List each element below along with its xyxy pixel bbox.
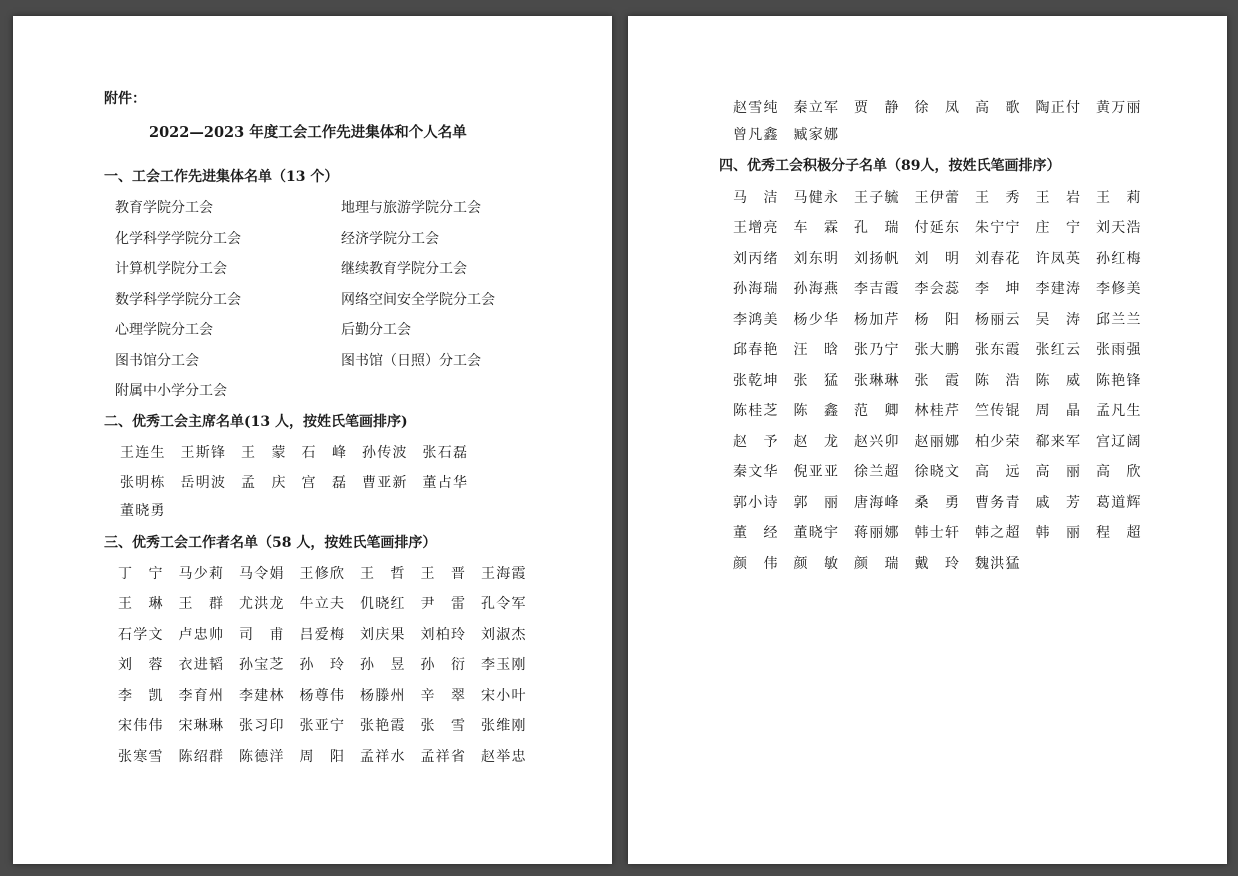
person-name: 李鸿美 [733, 312, 778, 328]
person-name: 刘春花 [975, 251, 1020, 267]
person-name: 郭 丽 [793, 495, 838, 511]
person-name: 程 超 [1096, 525, 1141, 541]
person-name: 宋小叶 [481, 688, 526, 704]
name-row [733, 250, 1157, 268]
person-name: 王 岩 [1035, 190, 1080, 206]
person-name: 张红云 [1035, 342, 1080, 358]
person-name: 王 莉 [1096, 190, 1141, 206]
person-name: 臧家娜 [793, 127, 838, 143]
person-name: 石学文 [118, 627, 163, 643]
person-name: 马少莉 [178, 566, 223, 582]
person-name: 柏少荣 [975, 434, 1020, 450]
person-name: 杨尊伟 [299, 688, 344, 704]
unit-item: 化学科学学院分工会 [115, 231, 241, 247]
person-name: 辛 翠 [420, 688, 465, 704]
person-name: 颜 伟 [733, 556, 778, 572]
person-name: 马 洁 [733, 190, 778, 206]
person-name: 朱宁宁 [975, 220, 1020, 236]
person-name: 孟 庆 [241, 475, 286, 491]
person-name: 王连生 [120, 445, 165, 461]
name-row [118, 748, 542, 766]
name-row [733, 524, 1157, 542]
name-row [733, 555, 1036, 573]
person-name: 张雨强 [1096, 342, 1141, 358]
person-name: 陈 浩 [975, 373, 1020, 389]
unit-item: 地理与旅游学院分工会 [341, 200, 481, 216]
person-name: 吕爱梅 [299, 627, 344, 643]
person-name: 陈桂芝 [733, 403, 778, 419]
person-name: 桑 勇 [914, 495, 959, 511]
person-name: 王海霞 [481, 566, 526, 582]
unit-item: 图书馆（日照）分工会 [341, 353, 481, 369]
person-name: 牛立夫 [299, 596, 344, 612]
person-name: 孙 玲 [299, 657, 344, 673]
person-name: 邱春艳 [733, 342, 778, 358]
person-name: 司 甫 [239, 627, 284, 643]
person-name: 孙红梅 [1096, 251, 1141, 267]
person-name: 周 阳 [299, 749, 344, 765]
person-name: 曹亚新 [362, 475, 407, 491]
person-name: 刘扬帆 [854, 251, 899, 267]
name-row [733, 311, 1157, 329]
person-name: 李 坤 [975, 281, 1020, 297]
person-name: 李 凯 [118, 688, 163, 704]
name-row [733, 280, 1157, 298]
person-name: 付延东 [914, 220, 959, 236]
person-name: 赵兴卯 [854, 434, 899, 450]
person-name: 曹务青 [975, 495, 1020, 511]
person-name: 林桂芹 [914, 403, 959, 419]
unit-item: 经济学院分工会 [341, 231, 439, 247]
person-name: 张 雪 [420, 718, 465, 734]
person-name: 石 峰 [301, 445, 346, 461]
person-name: 陈 威 [1035, 373, 1080, 389]
person-name: 李建涛 [1035, 281, 1080, 297]
person-name: 张大鹏 [914, 342, 959, 358]
person-name: 赵丽娜 [914, 434, 959, 450]
unit-item: 后勤分工会 [341, 322, 411, 338]
person-name: 王 秀 [975, 190, 1020, 206]
person-name: 秦文华 [733, 464, 778, 480]
person-name: 张 霞 [914, 373, 959, 389]
name-row [733, 463, 1157, 481]
person-name: 王 蒙 [241, 445, 286, 461]
unit-item: 心理学院分工会 [115, 322, 213, 338]
person-name: 戴 玲 [914, 556, 959, 572]
person-name: 李玉刚 [481, 657, 526, 673]
name-row [733, 433, 1157, 451]
person-name: 戚 芳 [1035, 495, 1080, 511]
section-2-heading: 二、优秀工会主席名单(13 人，按姓氏笔画排序) [104, 414, 408, 430]
person-name: 宫辽阔 [1096, 434, 1141, 450]
person-name: 徐兰超 [854, 464, 899, 480]
person-name: 高 欣 [1096, 464, 1141, 480]
person-name: 李吉霞 [854, 281, 899, 297]
person-name: 张寒雪 [118, 749, 163, 765]
person-name: 刘庆果 [360, 627, 405, 643]
person-name: 宫 磊 [301, 475, 346, 491]
person-name: 孟祥水 [360, 749, 405, 765]
person-name: 曾凡鑫 [733, 127, 778, 143]
person-name: 秦立军 [793, 100, 838, 116]
person-name: 陶正付 [1035, 100, 1080, 116]
name-row [118, 595, 542, 613]
person-name: 赵雪纯 [733, 100, 778, 116]
person-name: 杨 阳 [914, 312, 959, 328]
person-name: 葛道辉 [1096, 495, 1141, 511]
person-name: 陈绍群 [178, 749, 223, 765]
person-name: 郭小诗 [733, 495, 778, 511]
name-row [733, 219, 1157, 237]
person-name: 邱兰兰 [1096, 312, 1141, 328]
person-name: 刘丙绪 [733, 251, 778, 267]
person-name: 黄万丽 [1096, 100, 1141, 116]
person-name: 孙传波 [362, 445, 407, 461]
person-name: 张东霞 [975, 342, 1020, 358]
person-name: 李会蕊 [914, 281, 959, 297]
person-name: 张乃宁 [854, 342, 899, 358]
section-4-heading: 四、优秀工会积极分子名单（89人，按姓氏笔画排序） [719, 158, 1061, 174]
person-name: 李建林 [239, 688, 284, 704]
person-name: 王 哲 [360, 566, 405, 582]
person-name: 杨滕州 [360, 688, 405, 704]
person-name: 张维刚 [481, 718, 526, 734]
person-name: 孟凡生 [1096, 403, 1141, 419]
person-name: 魏洪猛 [975, 556, 1020, 572]
person-name: 汪 晗 [793, 342, 838, 358]
person-name: 蒋丽娜 [854, 525, 899, 541]
name-row [118, 565, 542, 583]
name-row [733, 99, 1157, 117]
person-name: 李修美 [1096, 281, 1141, 297]
person-name: 董晓勇 [120, 503, 165, 519]
document-page-left [13, 16, 612, 864]
page-title: 2022—2023 年度工会工作先进集体和个人名单 [149, 124, 467, 141]
name-row [118, 717, 542, 735]
name-row [733, 372, 1157, 390]
name-row [120, 502, 181, 520]
section-3-heading: 三、优秀工会工作者名单（58 人，按姓氏笔画排序） [104, 535, 437, 551]
person-name: 王 群 [178, 596, 223, 612]
name-row [118, 626, 542, 644]
name-row [118, 656, 542, 674]
person-name: 刘 蓉 [118, 657, 163, 673]
unit-item: 图书馆分工会 [115, 353, 199, 369]
person-name: 仉晓红 [360, 596, 405, 612]
person-name: 杨加芹 [854, 312, 899, 328]
person-name: 庄 宁 [1035, 220, 1080, 236]
name-row [120, 474, 483, 492]
person-name: 孔 瑞 [854, 220, 899, 236]
name-row [733, 189, 1157, 207]
person-name: 韩士轩 [914, 525, 959, 541]
person-name: 徐晓文 [914, 464, 959, 480]
person-name: 唐海峰 [854, 495, 899, 511]
person-name: 尤洪龙 [239, 596, 284, 612]
person-name: 张明栋 [120, 475, 165, 491]
person-name: 倪亚亚 [793, 464, 838, 480]
section-1-heading: 一、工会工作先进集体名单（13 个） [104, 169, 339, 185]
person-name: 陈艳锋 [1096, 373, 1141, 389]
person-name: 杨丽云 [975, 312, 1020, 328]
person-name: 衣进韬 [178, 657, 223, 673]
person-name: 颜 敏 [793, 556, 838, 572]
person-name: 刘东明 [793, 251, 838, 267]
person-name: 高 远 [975, 464, 1020, 480]
unit-item: 继续教育学院分工会 [341, 261, 467, 277]
person-name: 孙 昱 [360, 657, 405, 673]
person-name: 卢忠帅 [178, 627, 223, 643]
person-name: 陈 鑫 [793, 403, 838, 419]
person-name: 赵 龙 [793, 434, 838, 450]
person-name: 周 晶 [1035, 403, 1080, 419]
person-name: 李育州 [178, 688, 223, 704]
unit-item: 附属中小学分工会 [115, 383, 227, 399]
person-name: 王斯锋 [180, 445, 225, 461]
person-name: 岳明波 [180, 475, 225, 491]
person-name: 高 歌 [975, 100, 1020, 116]
person-name: 孔令军 [481, 596, 526, 612]
person-name: 王 晋 [420, 566, 465, 582]
person-name: 尹 雷 [420, 596, 465, 612]
name-row [118, 687, 542, 705]
person-name: 竺传锟 [975, 403, 1020, 419]
person-name: 王 琳 [118, 596, 163, 612]
unit-item: 计算机学院分工会 [115, 261, 227, 277]
name-row [733, 341, 1157, 359]
person-name: 董 经 [733, 525, 778, 541]
unit-item: 教育学院分工会 [115, 200, 213, 216]
attachment-label: 附件： [104, 91, 146, 107]
person-name: 吴 涛 [1035, 312, 1080, 328]
person-name: 张 猛 [793, 373, 838, 389]
person-name: 孙海瑞 [733, 281, 778, 297]
person-name: 丁 宁 [118, 566, 163, 582]
person-name: 刘柏玲 [420, 627, 465, 643]
person-name: 陈德洋 [239, 749, 284, 765]
name-row [733, 402, 1157, 420]
person-name: 刘 明 [914, 251, 959, 267]
person-name: 范 卿 [854, 403, 899, 419]
person-name: 董晓宇 [793, 525, 838, 541]
person-name: 马令娟 [239, 566, 284, 582]
person-name: 赵 予 [733, 434, 778, 450]
person-name: 张石磊 [422, 445, 467, 461]
person-name: 王伊蕾 [914, 190, 959, 206]
document-page-right [628, 16, 1227, 864]
person-name: 董占华 [422, 475, 467, 491]
unit-item: 网络空间安全学院分工会 [341, 292, 495, 308]
person-name: 刘淑杰 [481, 627, 526, 643]
person-name: 徐 凤 [914, 100, 959, 116]
person-name: 张习印 [239, 718, 284, 734]
person-name: 孙 衍 [420, 657, 465, 673]
person-name: 郗来军 [1035, 434, 1080, 450]
name-row [733, 494, 1157, 512]
person-name: 张艳霞 [360, 718, 405, 734]
person-name: 高 丽 [1035, 464, 1080, 480]
name-row [120, 444, 483, 462]
person-name: 张乾坤 [733, 373, 778, 389]
person-name: 赵举忠 [481, 749, 526, 765]
person-name: 王子毓 [854, 190, 899, 206]
person-name: 杨少华 [793, 312, 838, 328]
person-name: 张亚宁 [299, 718, 344, 734]
person-name: 宋琳琳 [178, 718, 223, 734]
person-name: 许凤英 [1035, 251, 1080, 267]
person-name: 王修欣 [299, 566, 344, 582]
person-name: 韩 丽 [1035, 525, 1080, 541]
person-name: 张琳琳 [854, 373, 899, 389]
person-name: 孙宝芝 [239, 657, 284, 673]
person-name: 马健永 [793, 190, 838, 206]
name-row [733, 126, 854, 144]
person-name: 王增亮 [733, 220, 778, 236]
person-name: 刘天浩 [1096, 220, 1141, 236]
person-name: 颜 瑞 [854, 556, 899, 572]
person-name: 孟祥省 [420, 749, 465, 765]
person-name: 孙海燕 [793, 281, 838, 297]
unit-item: 数学科学学院分工会 [115, 292, 241, 308]
person-name: 贾 静 [854, 100, 899, 116]
person-name: 韩之超 [975, 525, 1020, 541]
person-name: 宋伟伟 [118, 718, 163, 734]
person-name: 车 霖 [793, 220, 838, 236]
